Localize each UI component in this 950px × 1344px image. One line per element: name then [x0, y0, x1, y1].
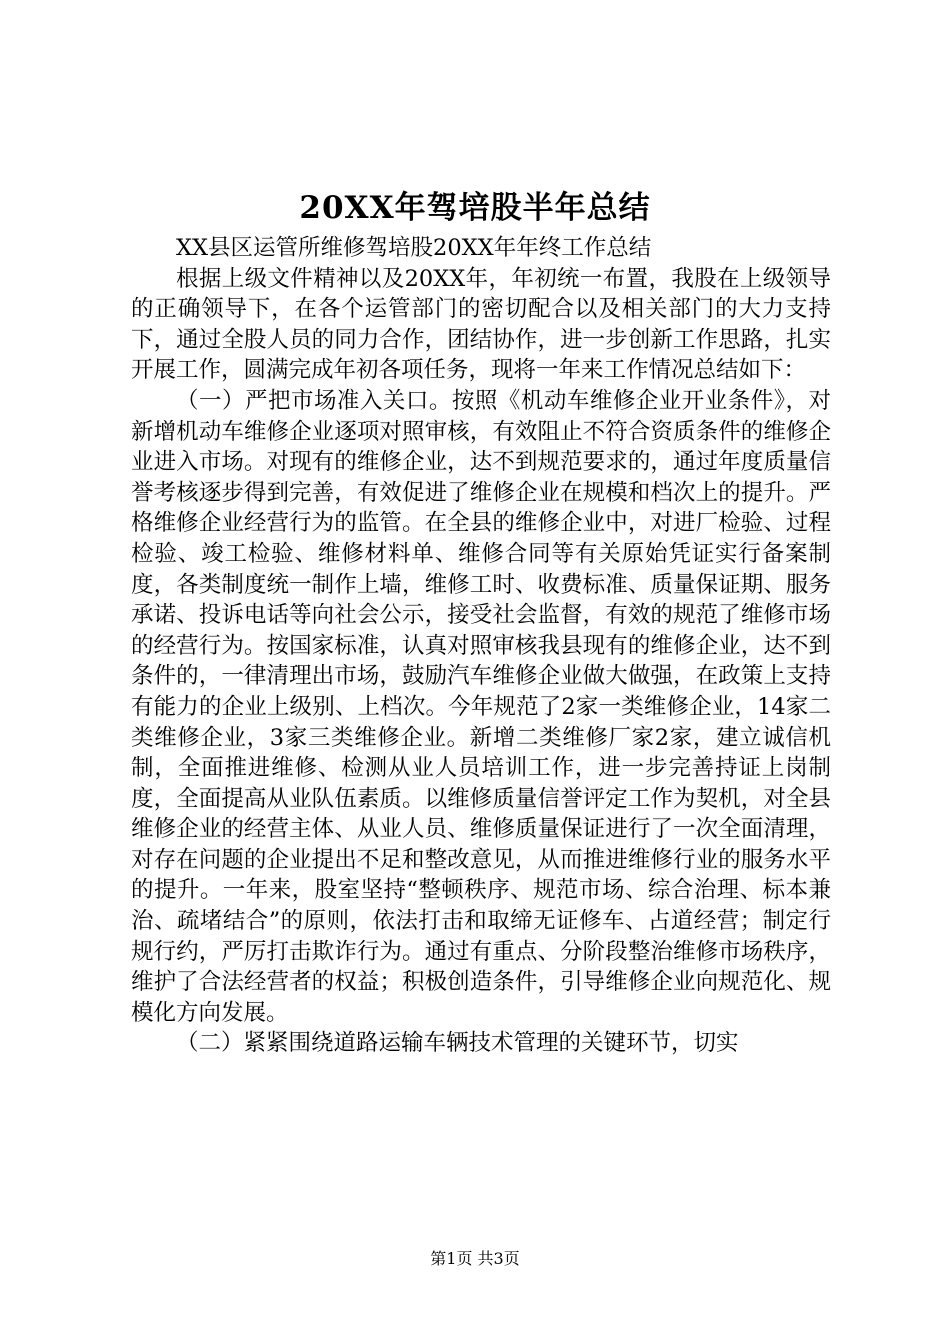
- intro-paragraph: 根据上级文件精神以及20XX年，年初统一布置，我股在上级领导的正确领导下，在各个运管部门的密切配合以及相关部门的大力支持下，通过全股人员的同力合作，团结协作，进一步创新工作思路，扎实开展工作，圆满完成年初各项任务，现将一年来工作情况总结如下：: [131, 265, 831, 384]
- document-body: [131, 233, 831, 1059]
- page-number-footer: 第1页 共3页: [430, 1249, 520, 1268]
- section-two-paragraph: （二）紧紧围绕道路运输车辆技术管理的关键环节，切实: [176, 1030, 739, 1057]
- document-title: 20XX年驾培股半年总结: [299, 190, 651, 226]
- section-one-paragraph: （一）严把市场准入关口。按照《机动车维修企业开业条件》，对新增机动车维修企业逐项对照审核，有效阻止不符合资质条件的维修企业进入市场。对现有的维修企业，达不到规范要求的，通过年度质量信誉考核逐步得到完善，有效促进了维修企业在规模和档次上的提升。严格维修企业经营行为的监管。在全县的维修企业中，对进厂检验、过程检验、竣工检验、维修材料单、维修合同等有关原始凭证实行备案制度，各类制度统一制作上墙，维修工时、收费标准、质量保证期、服务承诺、投诉电话等向社会公示，接受社会监督，有效的规范了维修市场的经营行为。按国家标准，认真对照审核我县现有的维修企业，达不到条件的，一律清理出市场，鼓励汽车维修企业做大做强，在政策上支持有能力的企业上级别、上档次。今年规范了2家一类维修企业，14家二类维修企业，3家三类维修企业。新增二类维修厂家2家，建立诚信机制，全面推进维修、检测从业人员培训工作，进一步完善持证上岗制度，全面提高从业队伍素质。以维修质量信誉评定工作为契机，对全县维修企业的经营主体、从业人员、维修质量保证进行了一次全面清理，对存在问题的企业提出不足和整改意见，从而推进维修行业的服务水平的提升。一年来，股室坚持“整顿秩序、规范市场、综合治理、标本兼治、疏堵结合”的原则，依法打击和取缔无证修车、占道经营；制定行规行约，严厉打击欺诈行为。通过有重点、分阶段整治维修市场秩序，维护了合法经营者的权益；积极创造条件，引导维修企业向规范化、规模化方向发展。: [131, 387, 831, 1026]
- subtitle-paragraph: XX县区运管所维修驾培股20XX年年终工作总结: [176, 235, 652, 261]
